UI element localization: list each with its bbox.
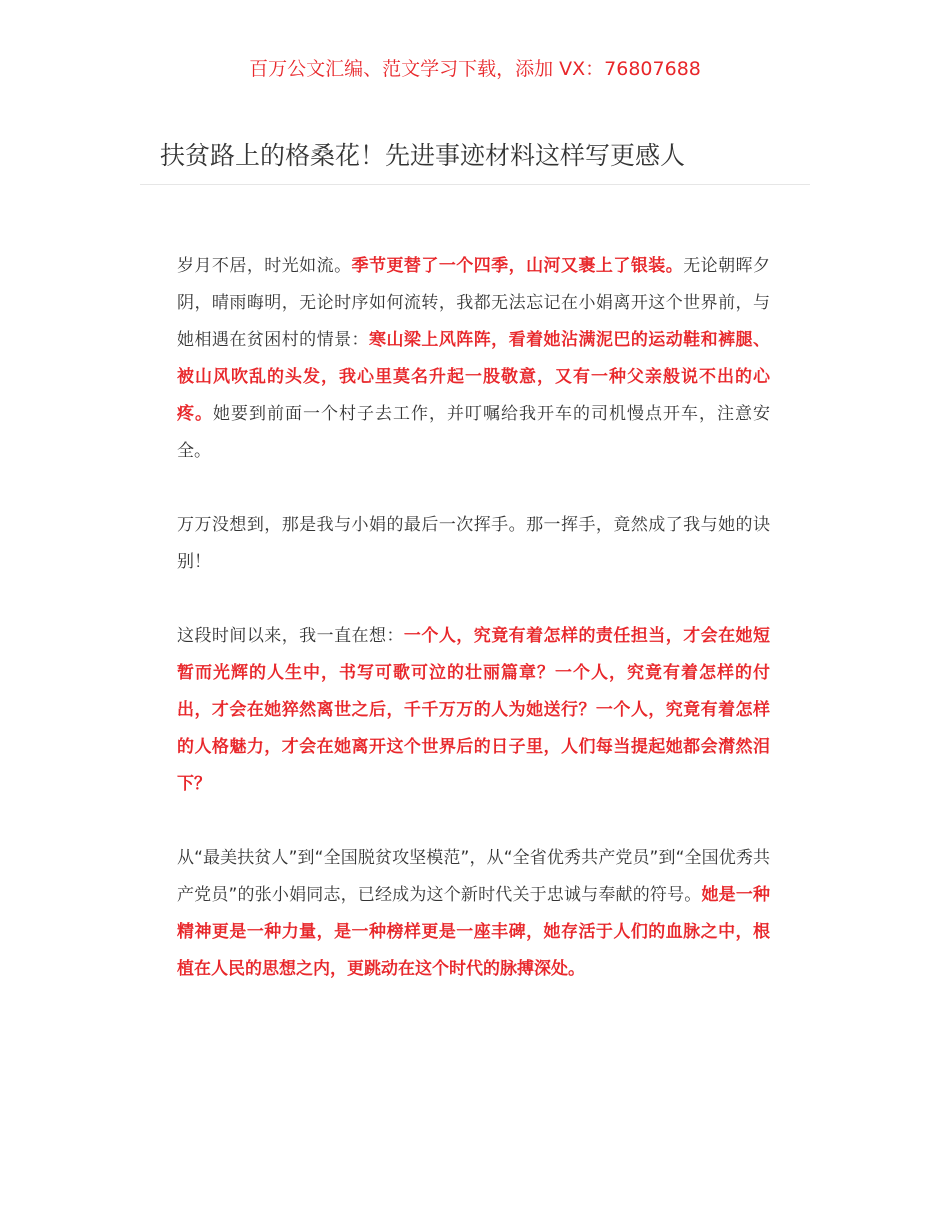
paragraph-3-highlight-1: 一个人，究竟有着怎样的责任担当，才会在她短暂而光辉的人生中，书写可歌可泣的壮丽篇章？一个人，究竟有着怎样的付出，才会在她猝然离世之后，千千万万的人为她送行？一个人，究竟有着怎样的人格魅力，才会在她离开这个世界后的日子里，人们每当提起她都会潸然泪下？ — [177, 626, 771, 794]
paragraph-2-text-1: 万万没想到，那是我与小娟的最后一次挥手。那一挥手，竟然成了我与她的诀别！ — [177, 515, 770, 572]
paragraph-3 — [177, 618, 770, 803]
paragraph-1-text-1: 岁月不居，时光如流。 — [177, 256, 352, 276]
paragraph-3-text-1: 这段时间以来，我一直在想： — [177, 626, 404, 646]
paragraph-4 — [177, 840, 770, 988]
paragraph-4-highlight-1: 她是一种精神更是一种力量，是一种榜样更是一座丰碑，她存活于人们的血脉之中，根植在人民的思想之内，更跳动在这个时代的脉搏深处。 — [177, 885, 770, 979]
paragraph-1-highlight-2: 寒山梁上风阵阵，看着她沾满泥巴的运动鞋和裤腿、被山风吹乱的头发，我心里莫名升起一股敬意，又有一种父亲般说不出的心疼。 — [177, 330, 770, 424]
paragraph-1-highlight-1: 季节更替了一个四季，山河又裹上了银装。 — [351, 256, 684, 276]
header-banner: 百万公文汇编、范文学习下载，添加 VX：76807688 — [249, 58, 701, 80]
article-title: 扶贫路上的格桑花！先进事迹材料这样写更感人 — [160, 141, 686, 170]
paragraph-1-text-2: 无论朝晖夕阴，晴雨晦明，无论时序如何流转，我都无法忘记在小娟离开这个世界前，与她相遇在贫困村的情景： — [177, 256, 771, 350]
paragraph-2 — [177, 507, 770, 581]
title-divider — [140, 184, 810, 185]
article-body — [177, 248, 770, 1025]
paragraph-1-text-3: 她要到前面一个村子去工作，并叮嘱给我开车的司机慢点开车，注意安全。 — [177, 404, 770, 461]
paragraph-4-text-1: 从“最美扶贫人”到“全国脱贫攻坚模范”，从“全省优秀共产党员”到“全国优秀共产党员”的张小娟同志，已经成为这个新时代关于忠诚与奉献的符号。 — [177, 848, 770, 905]
paragraph-1 — [177, 248, 770, 470]
